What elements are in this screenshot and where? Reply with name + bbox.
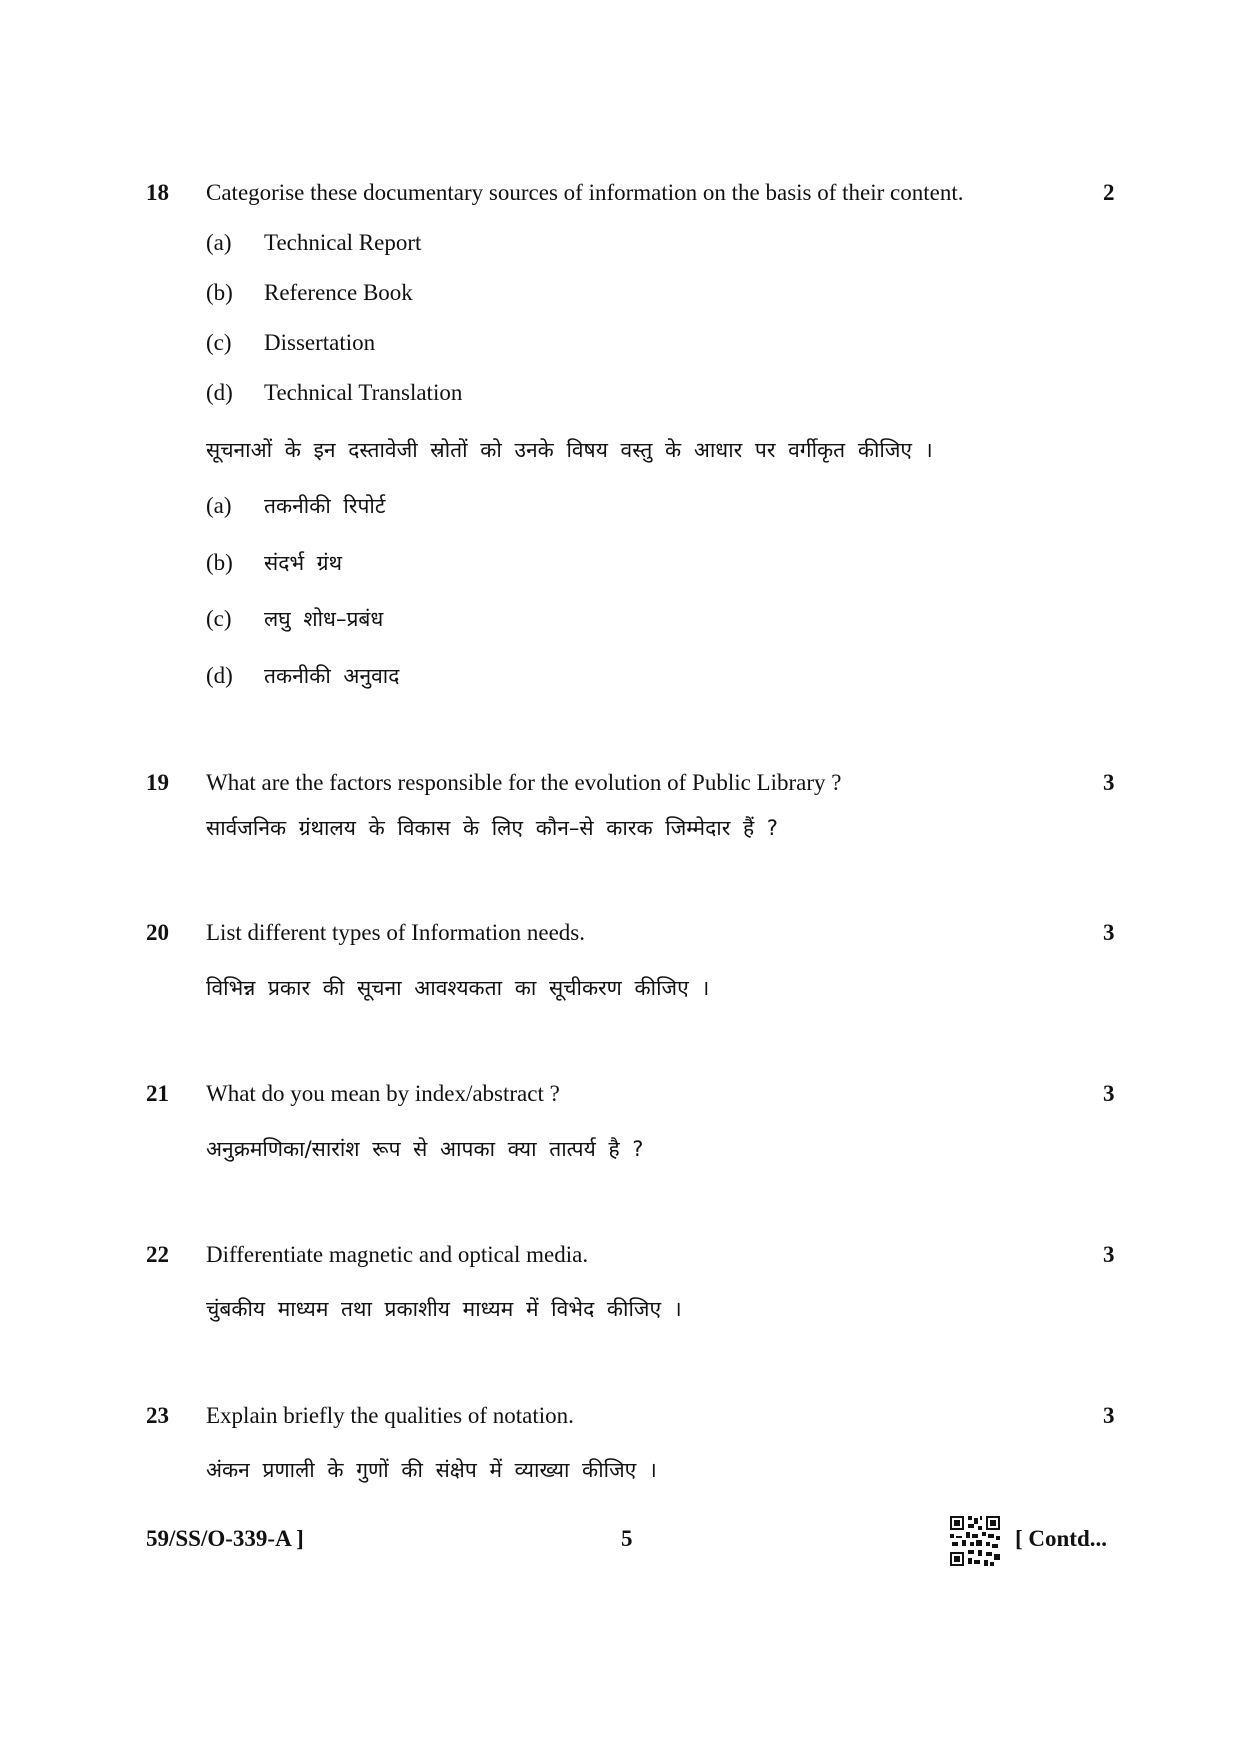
option-label: (a): [206, 493, 232, 518]
option-label: (c): [206, 330, 232, 355]
option-en-c: [206, 330, 375, 356]
option-label: (c): [206, 606, 232, 631]
option-label: (b): [206, 280, 233, 305]
option-text: तकनीकी रिपोर्ट: [264, 494, 386, 518]
question-marks: 3: [1103, 1081, 1115, 1106]
option-en-b: [206, 280, 413, 306]
question-number: 21: [146, 1081, 169, 1106]
question-text-en: What are the factors responsible for the evolution of Public Library ?: [206, 770, 842, 795]
option-text: संदर्भ ग्रंथ: [264, 551, 343, 575]
option-en-a: [206, 230, 421, 256]
question-text-hi: विभिन्न प्रकार की सूचना आवश्यकता का सूचीकरण कीजिए ।: [206, 976, 710, 1000]
question-marks: 3: [1103, 770, 1115, 795]
question-text-en: Categorise these documentary sources of information on the basis of their content.: [206, 180, 964, 205]
question-marks: 3: [1103, 1403, 1115, 1428]
option-text: लघु शोध–प्रबंध: [264, 607, 384, 631]
option-hi-c: [206, 605, 383, 633]
option-label: (d): [206, 663, 233, 688]
question-text-en: List different types of Information needs.: [206, 920, 585, 945]
option-label: (d): [206, 380, 233, 405]
question-number: 23: [146, 1403, 169, 1428]
question-marks: 2: [1103, 180, 1115, 205]
question-text-hi: सार्वजनिक ग्रंथालय के विकास के लिए कौन–से कारक जिम्मेदार हैं ?: [206, 816, 778, 840]
option-text: Technical Translation: [264, 380, 463, 405]
question-text-hi: अंकन प्रणाली के गुणों की संक्षेप में व्याख्या कीजिए ।: [206, 1458, 657, 1482]
question-text-en: What do you mean by index/abstract ?: [206, 1081, 560, 1106]
question-text-hi: अनुक्रमणिका/सारांश रूप से आपका क्या तात्पर्य है ?: [206, 1137, 644, 1161]
option-text: Technical Report: [264, 230, 422, 255]
option-text: Dissertation: [264, 330, 376, 355]
question-marks: 3: [1103, 1242, 1115, 1267]
question-number: 18: [146, 180, 169, 205]
question-text-en: Differentiate magnetic and optical media.: [206, 1242, 589, 1267]
paper-code: 59/SS/O-339-A ]: [146, 1526, 304, 1551]
option-text: Reference Book: [264, 280, 413, 305]
question-marks: 3: [1103, 920, 1115, 945]
qr-code-icon: [950, 1516, 1000, 1566]
continued-label: [ Contd...: [1015, 1526, 1108, 1551]
question-text-hi: चुंबकीय माध्यम तथा प्रकाशीय माध्यम में विभेद कीजिए ।: [206, 1297, 682, 1321]
option-label: (a): [206, 230, 232, 255]
option-hi-b: [206, 549, 342, 577]
option-en-d: [206, 380, 462, 406]
page-number: 5: [621, 1526, 633, 1551]
question-number: 22: [146, 1242, 169, 1267]
option-hi-d: [206, 662, 399, 690]
option-text: तकनीकी अनुवाद: [264, 664, 400, 688]
option-label: (b): [206, 550, 233, 575]
question-number: 20: [146, 920, 169, 945]
option-hi-a: [206, 492, 385, 520]
question-text-en: Explain briefly the qualities of notation.: [206, 1403, 574, 1428]
question-text-hi: सूचनाओं के इन दस्तावेजी स्रोतों को उनके विषय वस्तु के आधार पर वर्गीकृत कीजिए ।: [206, 438, 933, 462]
question-number: 19: [146, 770, 169, 795]
